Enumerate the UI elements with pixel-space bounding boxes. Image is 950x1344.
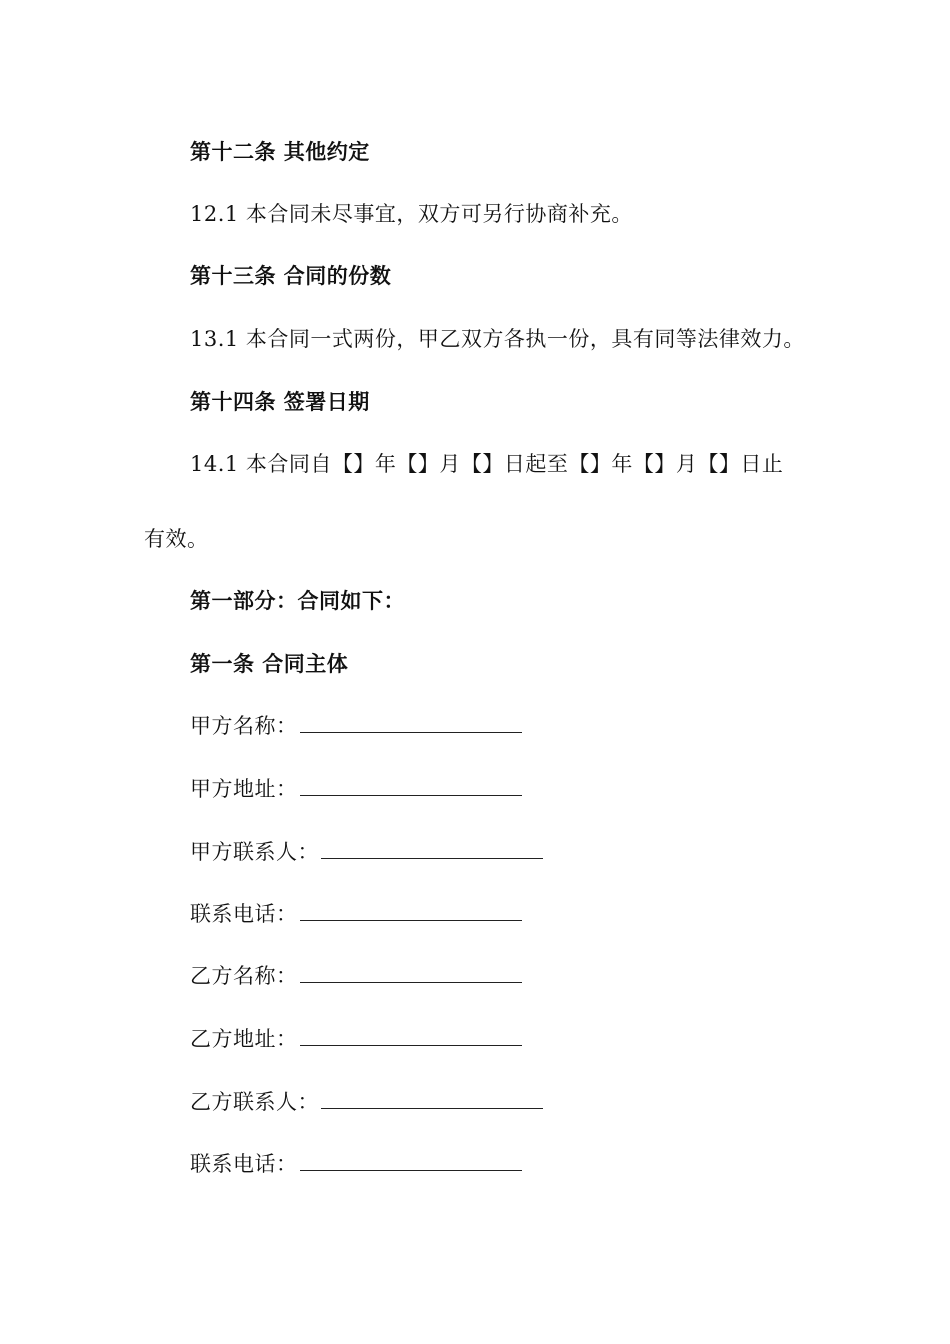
part-one-heading: 第一部分：合同如下： [190,589,405,613]
clause-12-1: 12.1 本合同未尽事宜，双方可另行协商补充。 [190,202,633,226]
fill-in-blank [321,838,543,859]
field-label: 甲方地址： [190,777,298,801]
party-a-name-field [190,712,522,740]
field-label: 乙方名称： [190,964,298,988]
party-a-contact-field [190,838,543,866]
party-a-address-field [190,775,522,803]
clause-14-1-line1: 14.1 本合同自【】年【】月【】日起至【】年【】月【】日止 [190,452,784,476]
article-1-heading: 第一条 合同主体 [190,652,349,676]
field-label: 甲方联系人： [190,840,319,864]
party-b-name-field [190,962,522,990]
fill-in-blank [300,712,522,733]
field-label: 联系电话： [190,902,298,926]
article-12-heading: 第十二条 其他约定 [190,140,370,164]
party-b-phone-field [190,1150,522,1178]
party-b-address-field [190,1025,522,1053]
fill-in-blank [300,962,522,983]
fill-in-blank [300,1150,522,1171]
fill-in-blank [300,1025,522,1046]
field-label: 甲方名称： [190,714,298,738]
article-14-heading: 第十四条 签署日期 [190,390,370,414]
article-13-heading: 第十三条 合同的份数 [190,264,392,288]
clause-14-1-line2: 有效。 [144,527,209,551]
clause-13-1: 13.1 本合同一式两份，甲乙双方各执一份，具有同等法律效力。 [190,327,805,351]
field-label: 联系电话： [190,1152,298,1176]
field-label: 乙方联系人： [190,1090,319,1114]
fill-in-blank [300,775,522,796]
field-label: 乙方地址： [190,1027,298,1051]
fill-in-blank [300,900,522,921]
party-a-phone-field [190,900,522,928]
party-b-contact-field [190,1088,543,1116]
fill-in-blank [321,1088,543,1109]
